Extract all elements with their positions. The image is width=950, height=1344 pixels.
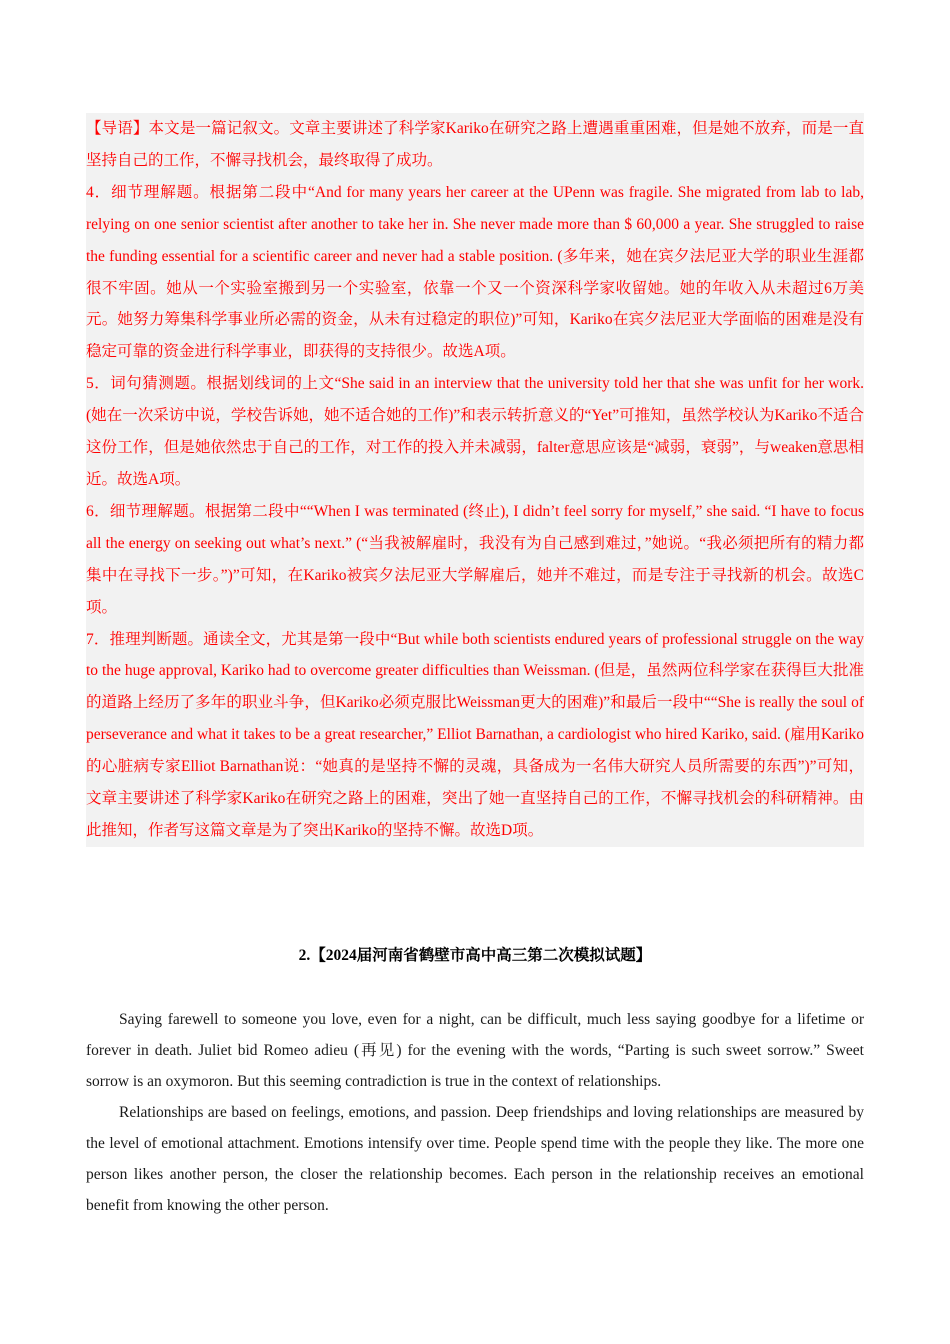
passage-paragraph-1: Saying farewell to someone you love, even for a night, can be difficult, much less saying goodbye for a lifetime or forever in death. Juliet bid Romeo adieu (再见) for the evening with the words, “Parting is such sweet sorrow.” Sweet sorrow is an oxymoron. But this seeming contradiction is true in the context of relationships. (86, 1011, 864, 1090)
analysis-question-5: 5．词句猜测题。根据划线词的上文“She said in an interview that the university told her that she was unfit for her work. (她在一次采访中说，学校告诉她，她不适合她的工作)”和表示转折意义的“Yet”可推知，虽然学校认为Kariko不适合这份工作，但是她依然忠于自己的工作，对工作的投入并未减弱，falter意思应该是“减弱，衰弱”，与weaken意思相近。故选A项。 (86, 375, 864, 488)
analysis-question-6: 6．细节理解题。根据第二段中““When I was terminated (终止), I didn’t feel sorry for myself,” she said. “I have to focus all the energy on seeking out what’s next.” (“当我被解雇时，我没有为自己感到难过，”她说。“我必须把所有的精力都集中在寻找下一步。”)”可知，在Kariko被宾夕法尼亚大学解雇后，她并不难过，而是专注于寻找新的机会。故选C项。 (86, 502, 864, 616)
analysis-question-7: 7．推理判断题。通读全文，尤其是第一段中“But while both scientists endured years of professional struggle on the way to the huge approval, Kariko had to overcome greater difficulties than Weissman. (但是，虽然两位科学家在获得巨大批准的道路上经历了多年的职业斗争，但Kariko必须克服比Weissman更大的困难)”和最后一段中““She is really the soul of perseverance and what it takes to be a great researcher,” Elliot Barnathan, a cardiologist who hired Kariko, said. (雇用Kariko的心脏病专家Elliot Barnathan说：“她真的是坚持不懈的灵魂，具备成为一名伟大研究人员所需要的东西”)”可知，文章主要讲述了科学家Kariko在研究之路上的困难，突出了她一直坚持自己的工作，不懈寻找机会的科研精神。由此推知，作者写这篇文章是为了突出Kariko的坚持不懈。故选D项。 (86, 630, 864, 839)
reading-passage (86, 1004, 864, 1221)
analysis-guide: 【导语】本文是一篇记叙文。文章主要讲述了科学家Kariko在研究之路上遭遇重重困难，但是她不放弃，而是一直坚持自己的工作，不懈寻找机会，最终取得了成功。 (86, 120, 864, 169)
analysis-question-4: 4．细节理解题。根据第二段中“And for many years her career at the UPenn was fragile. She migrated from lab to lab, relying on one senior scientist after another to take her in. She never made more than $ 60,000 a year. She struggled to raise the funding essential for a scientific career and never had a stable position. (多年来，她在宾夕法尼亚大学的职业生涯都很不牢固。她从一个实验室搬到另一个实验室，依靠一个又一个资深科学家收留她。她的年收入从未超过6万美元。她努力筹集科学事业所必需的资金，从未有过稳定的职位)”可知，Kariko在宾夕法尼亚大学面临的困难是没有稳定可靠的资金进行科学事业，即获得的支持很少。故选A项。 (86, 183, 864, 361)
passage-paragraph-2: Relationships are based on feelings, emotions, and passion. Deep friendships and loving relationships are measured by the level of emotional attachment. Emotions intensify over time. People spend time with the people they like. The more one person likes another person, the closer the relationship becomes. Each person in the relationship receives an emotional benefit from knowing the other person. (86, 1104, 864, 1214)
answer-analysis-block (86, 113, 864, 847)
section-title: 2.【2024届河南省鹤壁市高中高三第二次模拟试题】 (298, 947, 652, 964)
